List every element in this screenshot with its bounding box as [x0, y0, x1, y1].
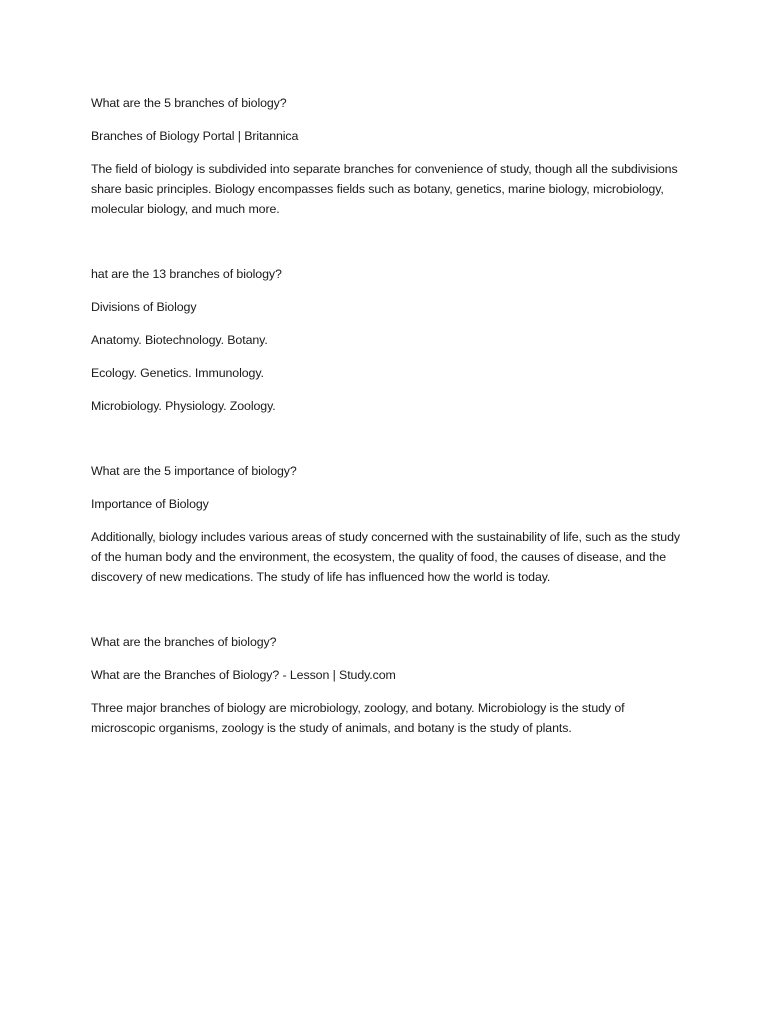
source-title: Branches of Biology Portal | Britannica	[91, 129, 299, 143]
question-heading: hat are the 13 branches of biology?	[91, 267, 282, 281]
answer-paragraph: Three major branches of biology are microbiology, zoology, and botany. Microbiology is the study of microscopic organisms, zoology is the study of animals, and botany is the study of plants.	[91, 701, 625, 735]
answer-line: Microbiology. Physiology. Zoology.	[91, 399, 276, 413]
source-title: Importance of Biology	[91, 497, 209, 511]
question-heading: What are the 5 importance of biology?	[91, 464, 297, 478]
question-heading: What are the branches of biology?	[91, 635, 277, 649]
answer-paragraph: Additionally, biology includes various areas of study concerned with the sustainability of life, such as the study of the human body and the environment, the ecosystem, the quality of food, the causes of disease, and the discovery of new medications. The study of life has influenced how the world is today.	[91, 530, 680, 584]
answer-line: Ecology. Genetics. Immunology.	[91, 366, 264, 380]
answer-paragraph: The field of biology is subdivided into separate branches for convenience of study, though all the subdivisions share basic principles. Biology encompasses fields such as botany, genetics, marine biology, microbiology, molecular biology, and much more.	[91, 162, 678, 216]
source-title: What are the Branches of Biology? - Lesson | Study.com	[91, 668, 396, 682]
source-title: Divisions of Biology	[91, 300, 197, 314]
answer-line: Anatomy. Biotechnology. Botany.	[91, 333, 268, 347]
question-heading: What are the 5 branches of biology?	[91, 96, 287, 110]
document-body	[91, 93, 691, 738]
